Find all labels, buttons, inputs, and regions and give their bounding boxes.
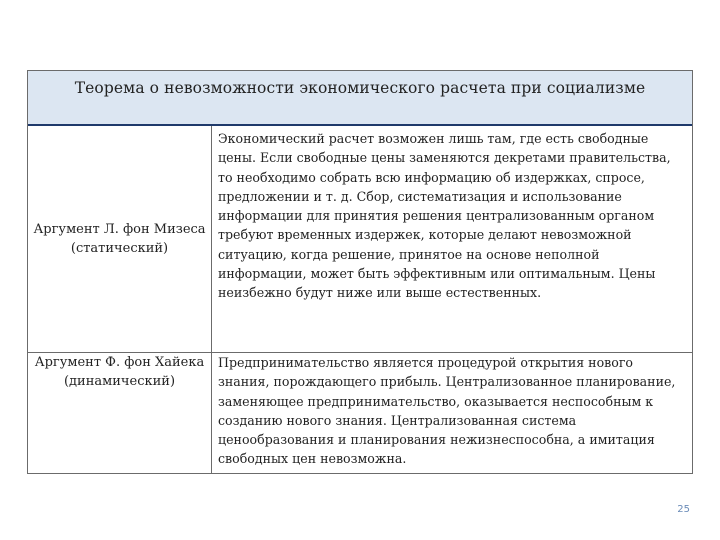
table-row xyxy=(28,126,692,352)
row-label-mises: Аргумент Л. фон Мизеса (статический) xyxy=(33,222,206,256)
row-text-mises: Экономический расчет возможен лишь там, где есть свободные цены. Если свободные цены заменяются декретами правительства, то необходимо собрать всю информацию об издержках, спросе, предложении и т. д. Сбор, систематизация и использование информации для принятия решения централизованным органом требуют временных издержек, которые делают невозможной ситуацию, когда решение, принятое на основе неполной информации, может быть эффективным или оптимальным. Цены неизбежно будут ниже или выше естественных. xyxy=(218,131,671,301)
row-label-cell xyxy=(28,126,212,352)
page-number: 25 xyxy=(677,504,690,515)
row-text-hayek: Предпринимательство является процедурой открытия нового знания, порождающего прибыль. Централизованное планирование, заменяющее предпринимательство, оказывается неспособным к созданию нового знания. Централизованная система ценообразования и планирования нежизнеспособна, а имитация свободных цен невозможна. xyxy=(218,355,676,467)
table-title: Теорема о невозможности экономического расчета при социализме xyxy=(74,79,646,97)
row-label-hayek: Аргумент Ф. фон Хайека (динамический) xyxy=(34,355,205,389)
argument-table xyxy=(27,70,693,474)
row-text-cell xyxy=(212,126,692,352)
table-row xyxy=(28,352,692,473)
row-label-cell xyxy=(28,353,212,473)
table-header xyxy=(28,71,692,126)
row-text-cell xyxy=(212,353,692,473)
